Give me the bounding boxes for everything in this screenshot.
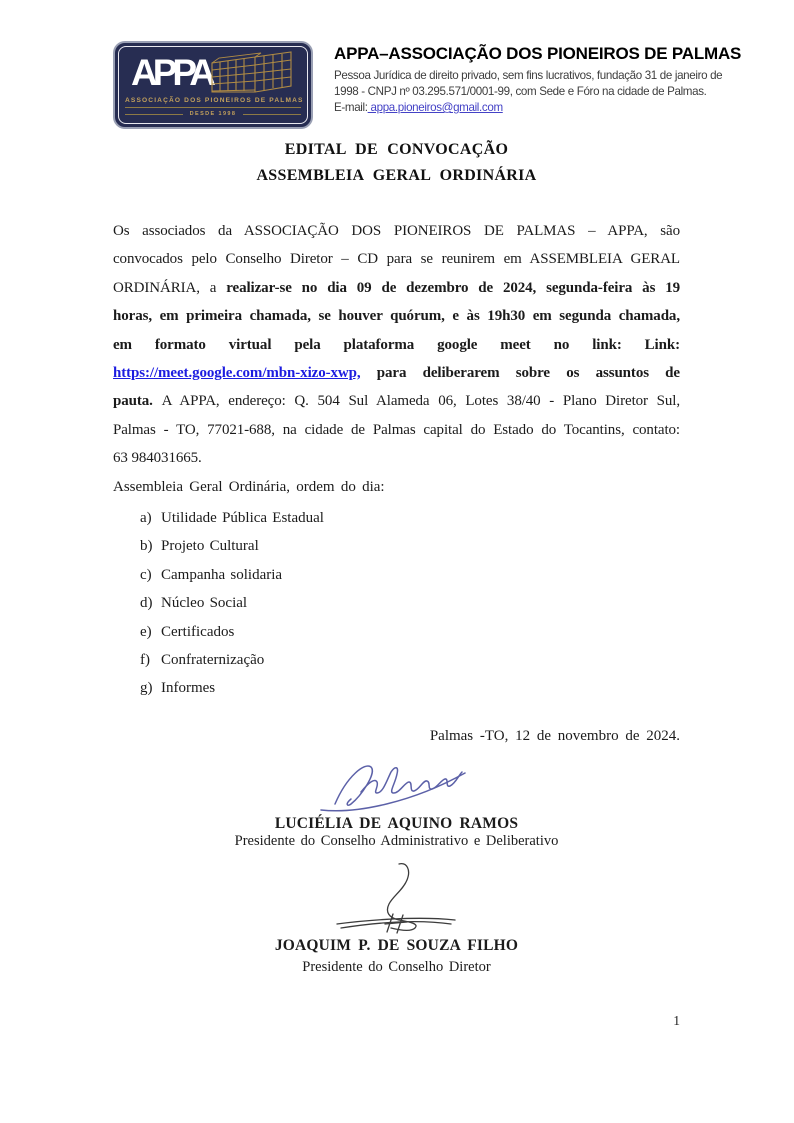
paragraph-line (113, 302, 680, 330)
paragraph-text: 63 984031665. (113, 450, 202, 467)
paragraph-text: Palmas - TO, 77021-688, na cidade de Palmas capital do Estado do Tocantins, contato: (113, 421, 680, 438)
agenda-letter: e) (140, 623, 152, 640)
logo-acronym-text: APPA (130, 51, 212, 93)
agenda-text: Confraternização (161, 652, 265, 669)
page-number: 1 (673, 1013, 680, 1028)
document-content (113, 0, 742, 1123)
doc-title-line1: EDITAL DE CONVOCAÇÃO (284, 141, 509, 158)
appa-logo-inner (125, 49, 304, 121)
agenda-text: Certificados (161, 623, 235, 640)
paragraph-text: A APPA, endereço: Q. 504 Sul Alameda 06, Lotes 38/40 - Plano Diretor Sul, (161, 393, 681, 410)
dateline: Palmas -TO, 12 de novembro de 2024. (429, 728, 680, 744)
document-titles (113, 137, 680, 189)
paragraph-text: Os associados da ASSOCIAÇÃO DOS PIONEIROS DE PALMAS – APPA, são (113, 223, 680, 239)
paragraph-text: ORDINÁRIA, a (113, 279, 227, 296)
agenda-list (140, 504, 324, 703)
org-subtitle-line2: 1998 - CNPJ nº 03.295.571/0001-99, com Sede e Fóro na cidade de Palmas. (334, 85, 707, 98)
paragraph-line (113, 274, 680, 302)
signature-1-name: LUCIÉLIA DE AQUINO RAMOS (274, 815, 519, 832)
main-paragraph (113, 217, 680, 473)
agenda-item (140, 618, 324, 646)
handwritten-signature-blue (317, 758, 477, 814)
agenda-letter: c) (140, 566, 152, 583)
org-subtitle-line1: Pessoa Jurídica de direito privado, sem fins lucrativos, fundação 31 de janeiro de (334, 69, 723, 82)
paragraph-line (113, 331, 680, 359)
org-email-line (334, 100, 741, 116)
document-header (113, 41, 742, 129)
agenda-item (140, 589, 324, 617)
agenda-item (140, 646, 324, 674)
header-text-block (334, 41, 741, 129)
signature-1-image (113, 758, 680, 819)
paragraph-line (113, 217, 680, 245)
paragraph-text-bold: para deliberarem sobre os assuntos de (360, 365, 680, 382)
email-link[interactable]: appa.pioneiros@gmail.com (367, 101, 503, 114)
paragraph-line (113, 245, 680, 273)
paragraph-text-bold: em formato virtual pela plataforma google meet no link: Link: (113, 336, 680, 353)
email-label: E-mail: (334, 101, 368, 114)
logo-since-line (125, 111, 301, 117)
paragraph-text-bold: horas, em primeira chamada, se houver quórum, e às 19h30 em segunda chamada, (113, 308, 680, 325)
agenda-text: Utilidade Pública Estadual (161, 510, 324, 526)
agenda-letter: d) (140, 595, 153, 612)
signature-2-name: JOAQUIM P. DE SOUZA FILHO (274, 937, 519, 954)
logo-org-line: ASSOCIAÇÃO DOS PIONEIROS DE PALMAS (125, 97, 301, 108)
paragraph-line (113, 444, 680, 472)
paragraph-text-bold: realizar-se no dia 09 de dezembro de 2024, segunda-feira às 19 (226, 279, 680, 296)
agenda-item (140, 504, 324, 532)
paragraph-line (113, 359, 680, 387)
agenda-letter: f) (140, 652, 150, 669)
agenda-item (140, 561, 324, 589)
agenda-letter: a) (140, 510, 152, 526)
agenda-text: Projeto Cultural (161, 538, 259, 555)
agenda-intro: Assembleia Geral Ordinária, ordem do dia: (113, 479, 385, 495)
agenda-letter: b) (140, 538, 153, 555)
building-icon (209, 50, 295, 94)
appa-logo-top (125, 49, 301, 95)
signature-1-role: Presidente do Conselho Administrativo e Deliberativo (234, 833, 559, 849)
paragraph-line (113, 416, 680, 444)
signature-2-role: Presidente do Conselho Diretor (302, 959, 491, 975)
paragraph-text: convocados pelo Conselho Diretor – CD para se reunirem em ASSEMBLEIA GERAL (113, 251, 680, 268)
agenda-item (140, 674, 324, 702)
org-title: APPA–ASSOCIAÇÃO DOS PIONEIROS DE PALMAS (334, 44, 742, 63)
agenda-text: Informes (161, 680, 216, 697)
agenda-item (140, 532, 324, 560)
handwritten-signature-dark (327, 860, 467, 936)
meet-link[interactable]: https://meet.google.com/mbn-xizo-xwp, (113, 365, 361, 382)
agenda-letter: g) (140, 680, 153, 697)
doc-title-line2: ASSEMBLEIA GERAL ORDINÁRIA (256, 167, 537, 184)
logo-since-text: DESDE 1998 (189, 111, 237, 117)
paragraph-line (113, 387, 680, 415)
appa-logo (113, 41, 313, 129)
signature-2-image (113, 860, 680, 941)
agenda-text: Núcleo Social (161, 595, 248, 612)
paragraph-text-bold: pauta. (113, 393, 162, 410)
agenda-text: Campanha solidaria (161, 566, 283, 583)
